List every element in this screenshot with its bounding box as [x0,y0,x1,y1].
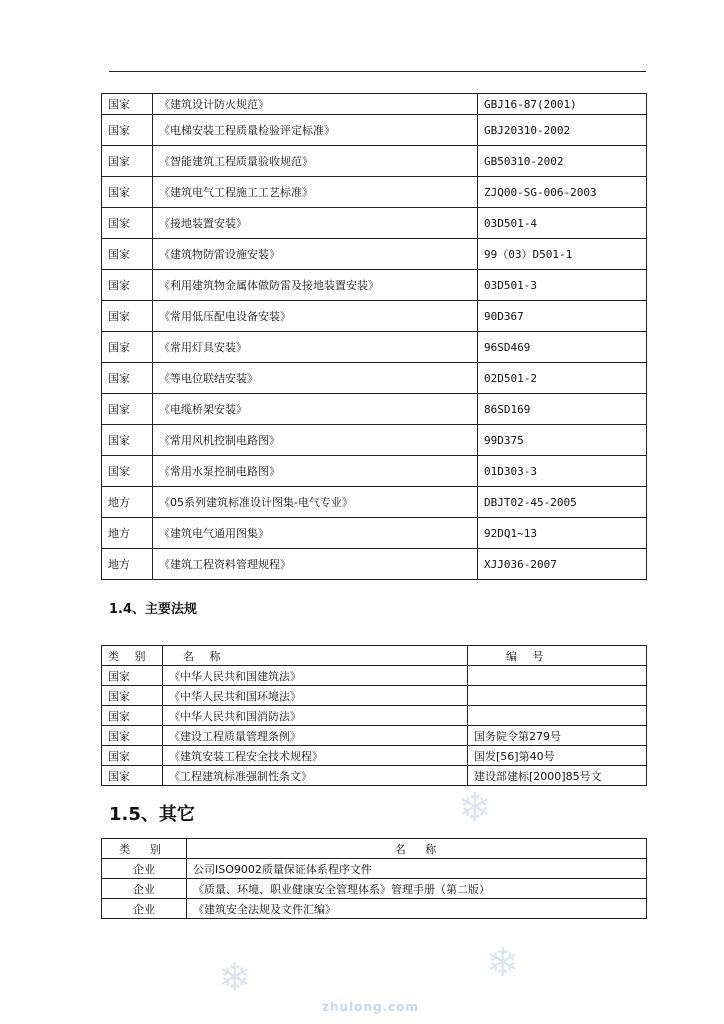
header-name: 名 称 [163,646,468,666]
watermark-text: zhulong.com [322,1000,419,1014]
table-row [102,686,647,706]
table-header-row [102,646,647,666]
cell-category: 国家 [102,394,153,425]
cell-code: 99（03）D501-1 [478,239,647,270]
cell-category: 地方 [102,518,153,549]
table-row [102,270,647,301]
cell-code: 国发[56]第40号 [468,746,647,766]
table-row [102,746,647,766]
header-category: 类 别 [102,646,163,666]
table-row [102,425,647,456]
section-1-5-title: 1.5、其它 [109,804,195,825]
table-row [102,146,647,177]
table-row [102,301,647,332]
cell-name: 《建设工程质量管理条例》 [163,726,468,746]
cell-code [468,706,647,726]
watermark-snowflake-icon: ❄ [486,940,520,986]
cell-name: 《常用灯具安装》 [153,332,478,363]
cell-name: 《等电位联结安装》 [153,363,478,394]
table-row [102,94,647,115]
cell-code: 96SD469 [478,332,647,363]
cell-code: XJJ036-2007 [478,549,647,580]
header-name: 名 称 [187,839,647,859]
cell-category: 国家 [102,726,163,746]
cell-name: 《电梯安装工程质量检验评定标准》 [153,115,478,146]
table-header-row [102,839,647,859]
table-row [102,706,647,726]
table-row [102,666,647,686]
cell-category: 国家 [102,146,153,177]
cell-category: 国家 [102,363,153,394]
cell-category: 地方 [102,549,153,580]
cell-name: 《建筑物防雷设施安装》 [153,239,478,270]
cell-name: 《常用水泵控制电路图》 [153,456,478,487]
cell-code: 92DQ1~13 [478,518,647,549]
table-row [102,549,647,580]
table-row [102,239,647,270]
cell-name: 《05系列建筑标准设计图集-电气专业》 [153,487,478,518]
cell-name: 《中华人民共和国环境法》 [163,686,468,706]
table-row [102,363,647,394]
cell-category: 企业 [102,899,187,919]
cell-category: 地方 [102,487,153,518]
cell-category: 国家 [102,666,163,686]
cell-category: 国家 [102,332,153,363]
standards-table [101,93,647,580]
header-category: 类 别 [102,839,187,859]
table-row [102,177,647,208]
other-docs-table [101,838,647,919]
cell-name: 《建筑工程资料管理规程》 [153,549,478,580]
cell-category: 国家 [102,270,153,301]
cell-code: ZJQ00-SG-006-2003 [478,177,647,208]
table-row [102,332,647,363]
cell-name: 《智能建筑工程质量验收规范》 [153,146,478,177]
table-row [102,859,647,879]
cell-code: GBJ16-87(2001) [478,94,647,115]
table-row [102,766,647,786]
cell-name: 《质量、环境、职业健康安全管理体系》管理手册（第二版） [187,879,647,899]
regulations-table [101,645,647,786]
cell-category: 国家 [102,746,163,766]
cell-code: 国务院令第279号 [468,726,647,746]
cell-code [468,666,647,686]
cell-name: 《常用风机控制电路图》 [153,425,478,456]
cell-code: GBJ20310-2002 [478,115,647,146]
cell-category: 企业 [102,879,187,899]
cell-code: 99D375 [478,425,647,456]
cell-code [468,686,647,706]
table-row [102,115,647,146]
table-row [102,899,647,919]
cell-category: 国家 [102,208,153,239]
cell-category: 企业 [102,859,187,879]
cell-code: 03D501-3 [478,270,647,301]
cell-category: 国家 [102,686,163,706]
cell-name: 《中华人民共和国消防法》 [163,706,468,726]
cell-category: 国家 [102,456,153,487]
cell-name: 《接地装置安装》 [153,208,478,239]
cell-code: 建设部建标[2000]85号文 [468,766,647,786]
cell-name: 《建筑设计防火规范》 [153,94,478,115]
cell-code: 03D501-4 [478,208,647,239]
cell-name: 《利用建筑物金属体做防雷及接地装置安装》 [153,270,478,301]
cell-code: GB50310-2002 [478,146,647,177]
cell-name: 《电缆桥架安装》 [153,394,478,425]
table-row [102,208,647,239]
cell-category: 国家 [102,239,153,270]
cell-category: 国家 [102,766,163,786]
cell-code: 86SD169 [478,394,647,425]
watermark-snowflake-icon: ❄ [458,785,492,831]
cell-code: 02D501-2 [478,363,647,394]
cell-category: 国家 [102,706,163,726]
cell-name: 《中华人民共和国建筑法》 [163,666,468,686]
table-row [102,487,647,518]
cell-category: 国家 [102,94,153,115]
cell-name: 公司ISO9002质量保证体系程序文件 [187,859,647,879]
cell-name: 《建筑安全法规及文件汇编》 [187,899,647,919]
table-row [102,726,647,746]
cell-name: 《工程建筑标准强制性条文》 [163,766,468,786]
table-row [102,879,647,899]
cell-code: 01D303-3 [478,456,647,487]
cell-code: DBJT02-45-2005 [478,487,647,518]
cell-name: 《建筑电气通用图集》 [153,518,478,549]
cell-category: 国家 [102,115,153,146]
table-row [102,518,647,549]
cell-name: 《常用低压配电设备安装》 [153,301,478,332]
cell-name: 《建筑安装工程安全技术规程》 [163,746,468,766]
watermark-snowflake-icon: ❄ [218,955,252,1001]
cell-category: 国家 [102,301,153,332]
header-rule [109,71,646,72]
table-row [102,394,647,425]
section-1-4-title: 1.4、主要法规 [109,602,198,617]
cell-category: 国家 [102,177,153,208]
cell-category: 国家 [102,425,153,456]
header-code: 编 号 [468,646,647,666]
cell-name: 《建筑电气工程施工工艺标准》 [153,177,478,208]
table-row [102,456,647,487]
cell-code: 90D367 [478,301,647,332]
